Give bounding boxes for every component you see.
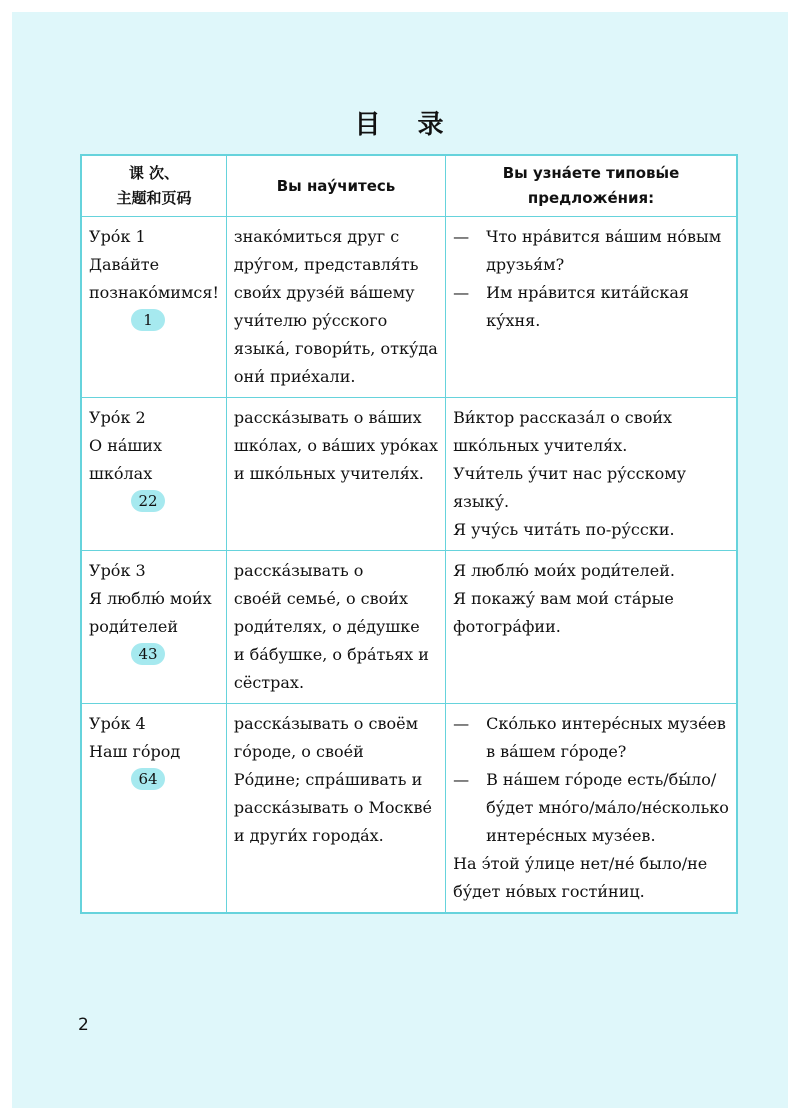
lesson-title: Я люблю́ мои́х bbox=[89, 589, 212, 608]
header-text: 主题和页码 bbox=[116, 189, 192, 207]
sentences-cell bbox=[446, 704, 737, 914]
learn-cell bbox=[226, 551, 445, 704]
sentence-line: в ва́шем го́роде? bbox=[486, 742, 627, 761]
title-char: 录 bbox=[417, 110, 446, 140]
sentence-line: фотогра́фии. bbox=[453, 617, 561, 636]
learn-line: шко́лах, о ва́ших уро́ках bbox=[233, 436, 439, 455]
sentence-line: языку́. bbox=[453, 492, 510, 511]
lesson-title: шко́лах bbox=[89, 464, 153, 483]
sentence-line: Ви́ктор рассказа́л о свои́х bbox=[453, 408, 673, 427]
sentence-line: шко́льных учителя́х. bbox=[453, 436, 628, 455]
learn-cell bbox=[226, 704, 445, 914]
learn-line: го́роде, о свое́й bbox=[233, 742, 364, 761]
learn-cell bbox=[226, 217, 445, 398]
learn-line: они́ прие́хали. bbox=[233, 367, 356, 386]
lesson-label: Уро́к 3 bbox=[89, 561, 146, 580]
learn-line: и ба́бушке, о бра́тьях и bbox=[233, 645, 429, 664]
learn-cell bbox=[226, 398, 445, 551]
sentence-line: бу́дет но́вых гости́ниц. bbox=[453, 882, 645, 901]
lesson-row bbox=[81, 704, 737, 914]
sentence-line: — Ско́лько интере́сных музе́ев bbox=[486, 714, 726, 733]
header-row bbox=[81, 155, 737, 217]
page-title bbox=[12, 104, 788, 141]
sentence-line: — В на́шем го́роде есть/бы́ло/ bbox=[486, 770, 717, 789]
learn-line: расска́зывать о своём bbox=[233, 714, 419, 733]
sentence-line: Я люблю́ мои́х роди́телей. bbox=[453, 561, 675, 580]
title-char: 目 bbox=[354, 110, 383, 140]
example-sentence bbox=[453, 850, 729, 906]
example-sentence bbox=[453, 404, 729, 460]
learn-line: свои́х друзе́й ва́шему bbox=[233, 283, 415, 302]
header-text: Вы узна́ете типовы́е bbox=[502, 164, 680, 182]
learn-line: дру́гом, представля́ть bbox=[233, 255, 419, 274]
contents-table bbox=[80, 154, 738, 914]
sentence-line: На э́той у́лице нет/не́ было/не bbox=[453, 854, 708, 873]
sentence-line: Я покажу́ вам мои́ ста́рые bbox=[453, 589, 674, 608]
sentence-line: — Что нра́вится ва́шим но́вым bbox=[486, 227, 722, 246]
learn-line: расска́зывать о bbox=[233, 561, 364, 580]
learn-line: роди́телях, о де́душке bbox=[233, 617, 420, 636]
sentence-line: интере́сных музе́ев. bbox=[486, 826, 656, 845]
header-learn bbox=[226, 155, 445, 217]
learn-line: и шко́льных учителя́х. bbox=[233, 464, 424, 483]
lesson-title: познако́мимся! bbox=[89, 283, 219, 302]
example-sentence bbox=[453, 585, 729, 641]
header-lesson bbox=[81, 155, 226, 217]
page-number-badge: 64 bbox=[131, 768, 165, 790]
lesson-title: О на́ших bbox=[89, 436, 162, 455]
header-text: Вы нау́читесь bbox=[276, 176, 396, 195]
header-sentences bbox=[446, 155, 737, 217]
dialogue-sentence bbox=[453, 710, 729, 766]
lesson-row bbox=[81, 398, 737, 551]
lesson-row bbox=[81, 551, 737, 704]
example-sentence bbox=[453, 516, 729, 544]
sentences-cell bbox=[446, 551, 737, 704]
page-number-badge: 43 bbox=[131, 643, 165, 665]
learn-line: учи́телю ру́сского bbox=[233, 311, 388, 330]
example-sentence bbox=[453, 557, 729, 585]
sentence-line: — Им нра́вится кита́йская bbox=[486, 283, 689, 302]
sentence-line: друзья́м? bbox=[486, 255, 565, 274]
learn-line: Ро́дине; спра́шивать и bbox=[233, 770, 423, 789]
header-text: 课 次、 bbox=[128, 164, 180, 182]
sentence-line: Учи́тель у́чит нас ру́сскому bbox=[453, 464, 687, 483]
learn-line: расска́зывать о ва́ших bbox=[233, 408, 422, 427]
lesson-label: Уро́к 2 bbox=[89, 408, 146, 427]
sentence-line: бу́дет мно́го/ма́ло/не́сколько bbox=[486, 798, 729, 817]
learn-line: свое́й семье́, о свои́х bbox=[233, 589, 408, 608]
lesson-cell bbox=[81, 217, 226, 398]
sentences-cell bbox=[446, 217, 737, 398]
learn-line: и други́х города́х. bbox=[233, 826, 384, 845]
page bbox=[12, 12, 788, 1108]
learn-line: расска́зывать о Москве́ bbox=[233, 798, 432, 817]
lesson-label: Уро́к 4 bbox=[89, 714, 146, 733]
example-sentence bbox=[453, 460, 729, 516]
dialogue-sentence bbox=[453, 279, 729, 335]
page-number-badge: 22 bbox=[131, 490, 165, 512]
lesson-cell bbox=[81, 551, 226, 704]
lesson-cell bbox=[81, 398, 226, 551]
dialogue-sentence bbox=[453, 766, 729, 850]
lesson-label: Уро́к 1 bbox=[89, 227, 146, 246]
lesson-cell bbox=[81, 704, 226, 914]
learn-line: языка́, говори́ть, отку́да bbox=[233, 339, 438, 358]
lesson-title: Дава́йте bbox=[89, 255, 160, 274]
lesson-row bbox=[81, 217, 737, 398]
page-number: 2 bbox=[78, 1015, 89, 1035]
header-text: предложе́ния: bbox=[527, 189, 655, 207]
table-body bbox=[81, 217, 737, 914]
page-number-badge: 1 bbox=[131, 309, 165, 331]
dialogue-sentence bbox=[453, 223, 729, 279]
lesson-title: Наш го́род bbox=[89, 742, 181, 761]
learn-line: сёстрах. bbox=[233, 673, 305, 692]
sentences-cell bbox=[446, 398, 737, 551]
lesson-title: роди́телей bbox=[89, 617, 179, 636]
sentence-line: Я учу́сь чита́ть по-ру́сски. bbox=[453, 520, 675, 539]
learn-line: знако́миться друг с bbox=[233, 227, 400, 246]
sentence-line: ку́хня. bbox=[486, 311, 541, 330]
